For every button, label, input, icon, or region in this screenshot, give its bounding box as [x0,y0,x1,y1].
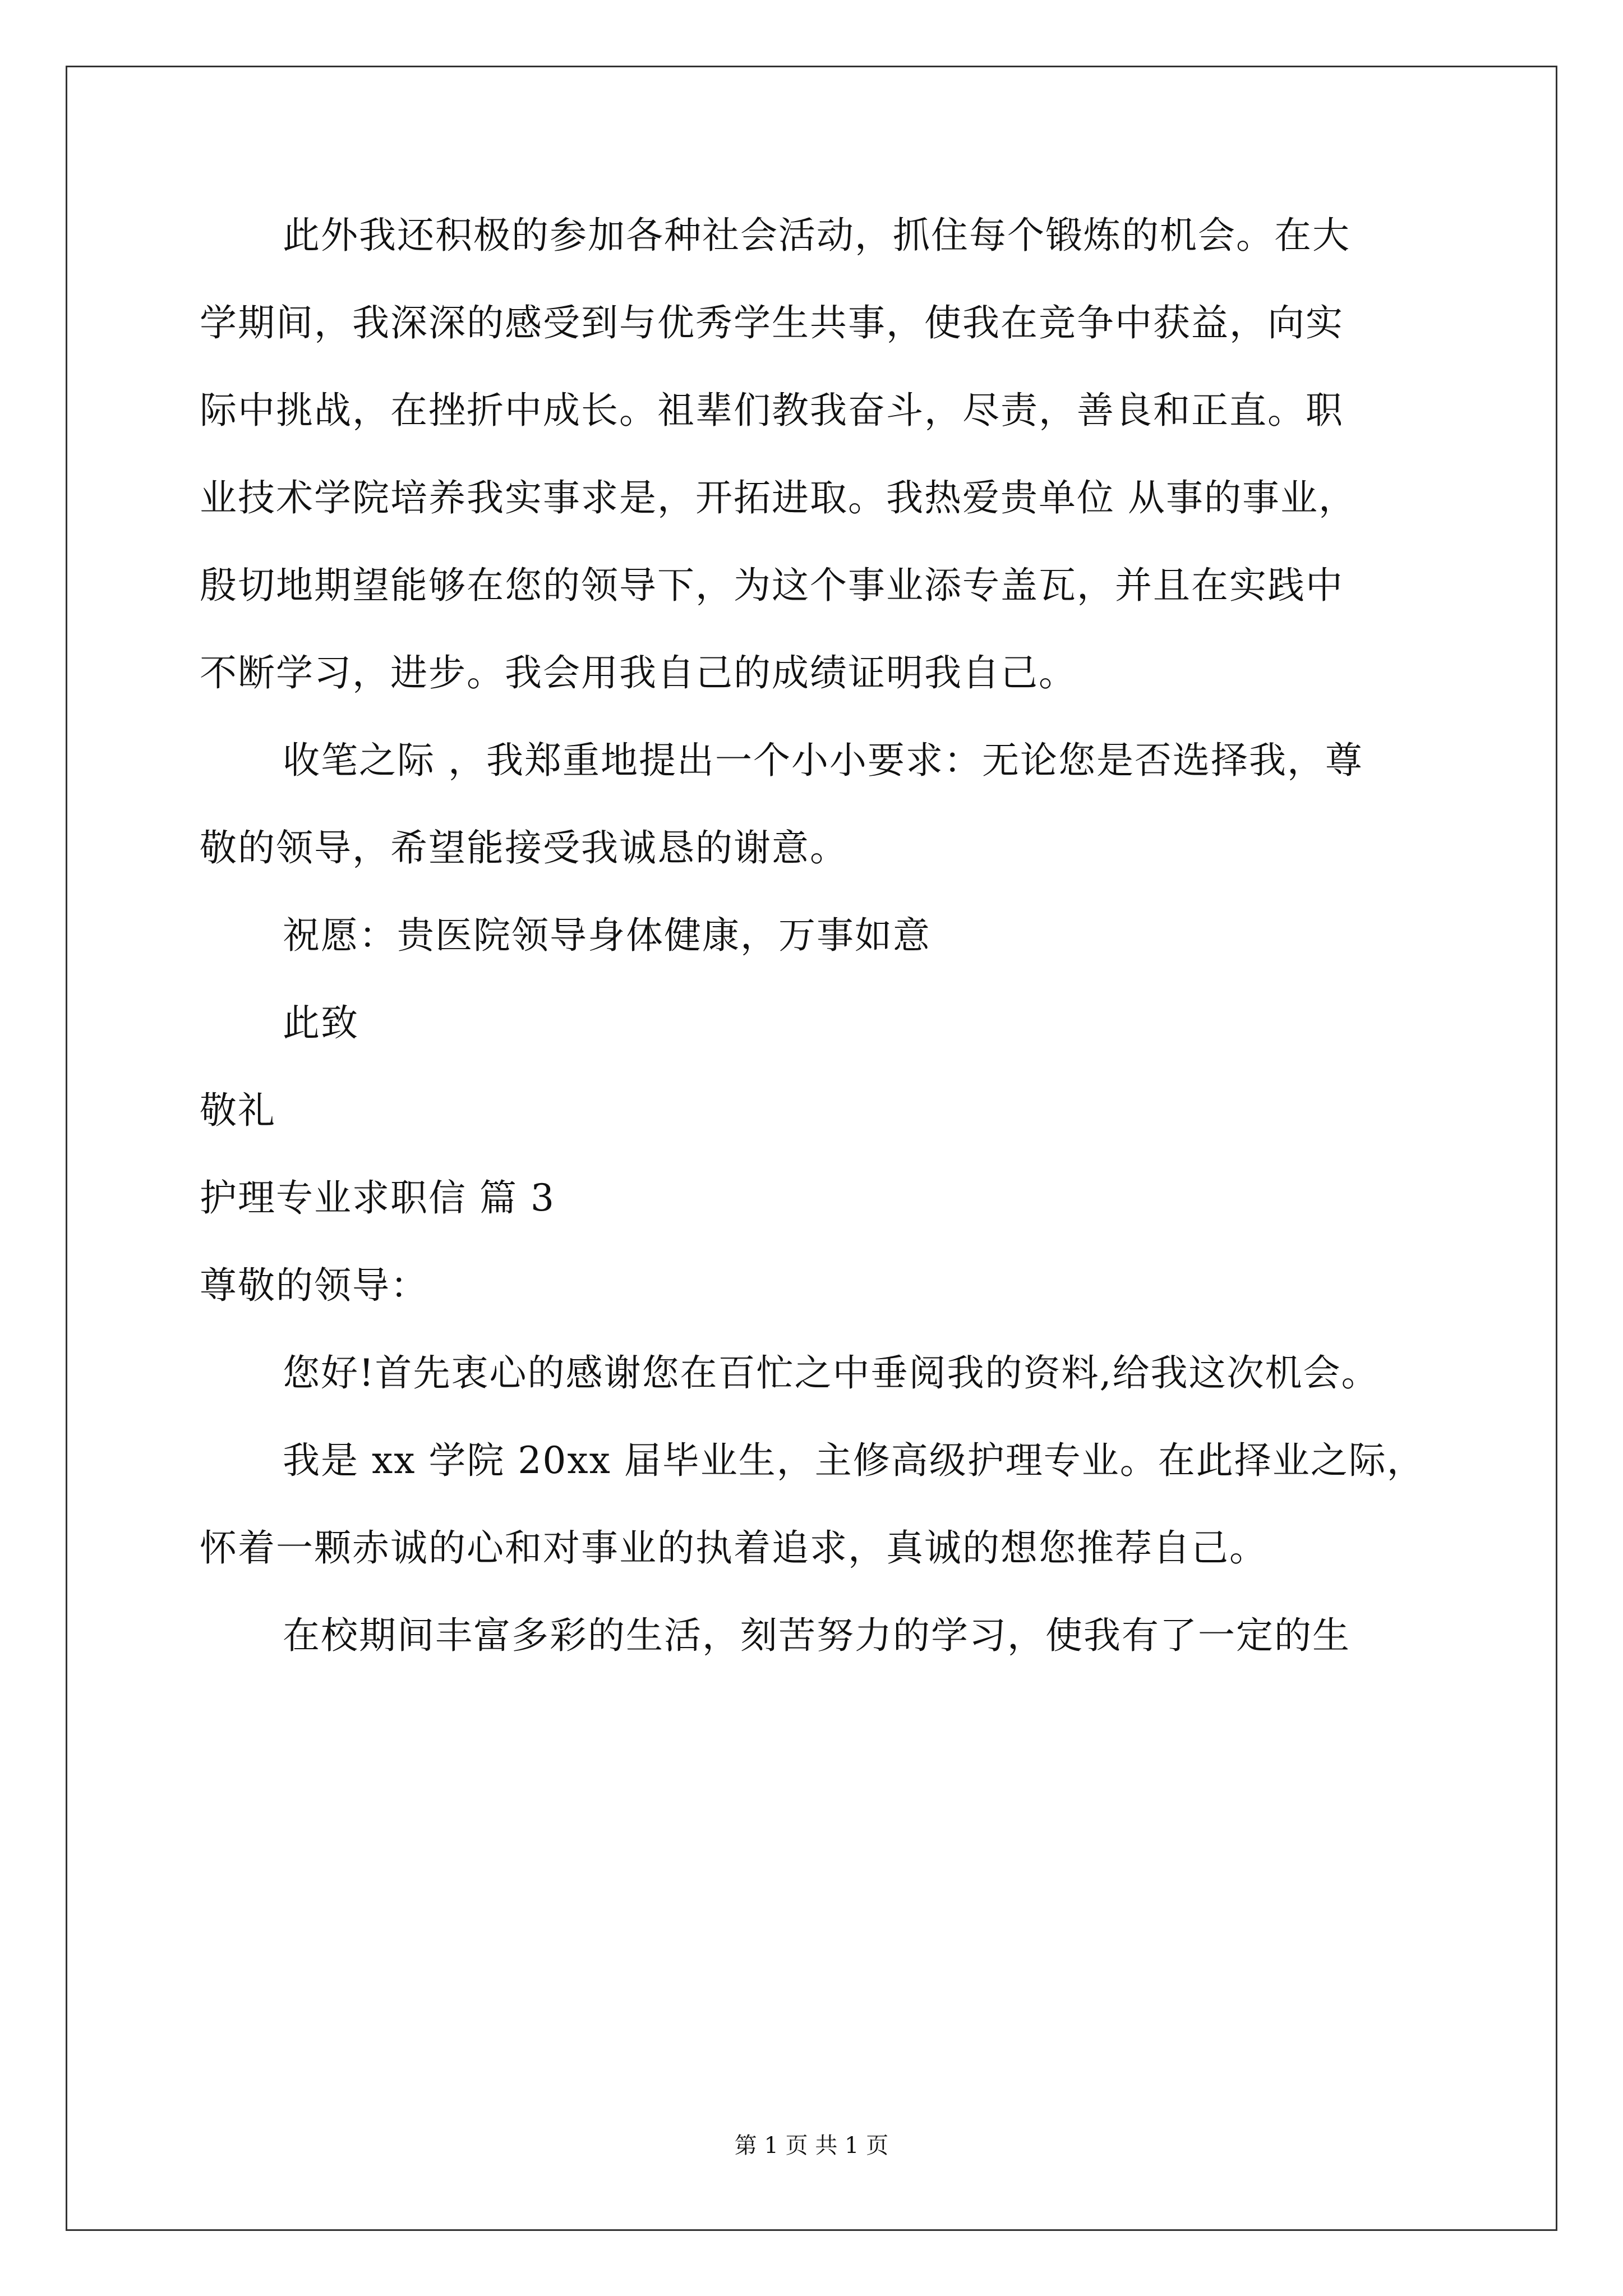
salutation: 尊敬的领导： [200,1264,428,1307]
paragraph-line: 此致 [283,1001,359,1045]
paragraph-line: 敬的领导，希望能接受我诚恳的谢意。 [200,826,848,869]
paragraph-line: 不断学习，进步。我会用我自己的成绩证明我自己。 [200,651,1077,694]
paragraph-line: 您好!首先衷心的感谢您在百忙之中垂阅我的资料,给我这次机会。 [283,1351,1380,1395]
paragraph-line: 此外我还积极的参加各种社会活动，抓住每个锻炼的机会。在大 [283,214,1350,257]
paragraph-line: 殷切地期望能够在您的领导下，为这个事业添专盖瓦，并且在实践中 [200,564,1344,607]
paragraph-line: 际中挑战，在挫折中成长。祖辈们教我奋斗，尽责，善良和正直。职 [200,389,1344,432]
page-footer: 第 1 页 共 1 页 [734,2133,889,2159]
paragraph-line: 我是 xx 学院 20xx 届毕业生，主修高级护理专业。在此择业之际， [283,1439,1425,1482]
paragraph-line: 收笔之际 ，我郑重地提出一个小小要求：无论您是否选择我，尊 [283,739,1363,782]
paragraph-line: 在校期间丰富多彩的生活，刻苦努力的学习，使我有了一定的生 [283,1614,1350,1657]
paragraph-line: 业技术学院培养我实事求是，开拓进取。我热爱贵单位 从事的事业， [200,476,1357,519]
section-heading: 护理专业求职信 篇 3 [200,1176,555,1220]
paragraph-line: 祝愿：贵医院领导身体健康，万事如意 [283,914,931,957]
paragraph-line: 敬礼 [200,1089,276,1132]
paragraph-line: 怀着一颗赤诚的心和对事业的执着追求，真诚的想您推荐自己。 [200,1526,1267,1570]
paragraph-line: 学期间，我深深的感受到与优秀学生共事，使我在竞争中获益，向实 [200,301,1344,344]
